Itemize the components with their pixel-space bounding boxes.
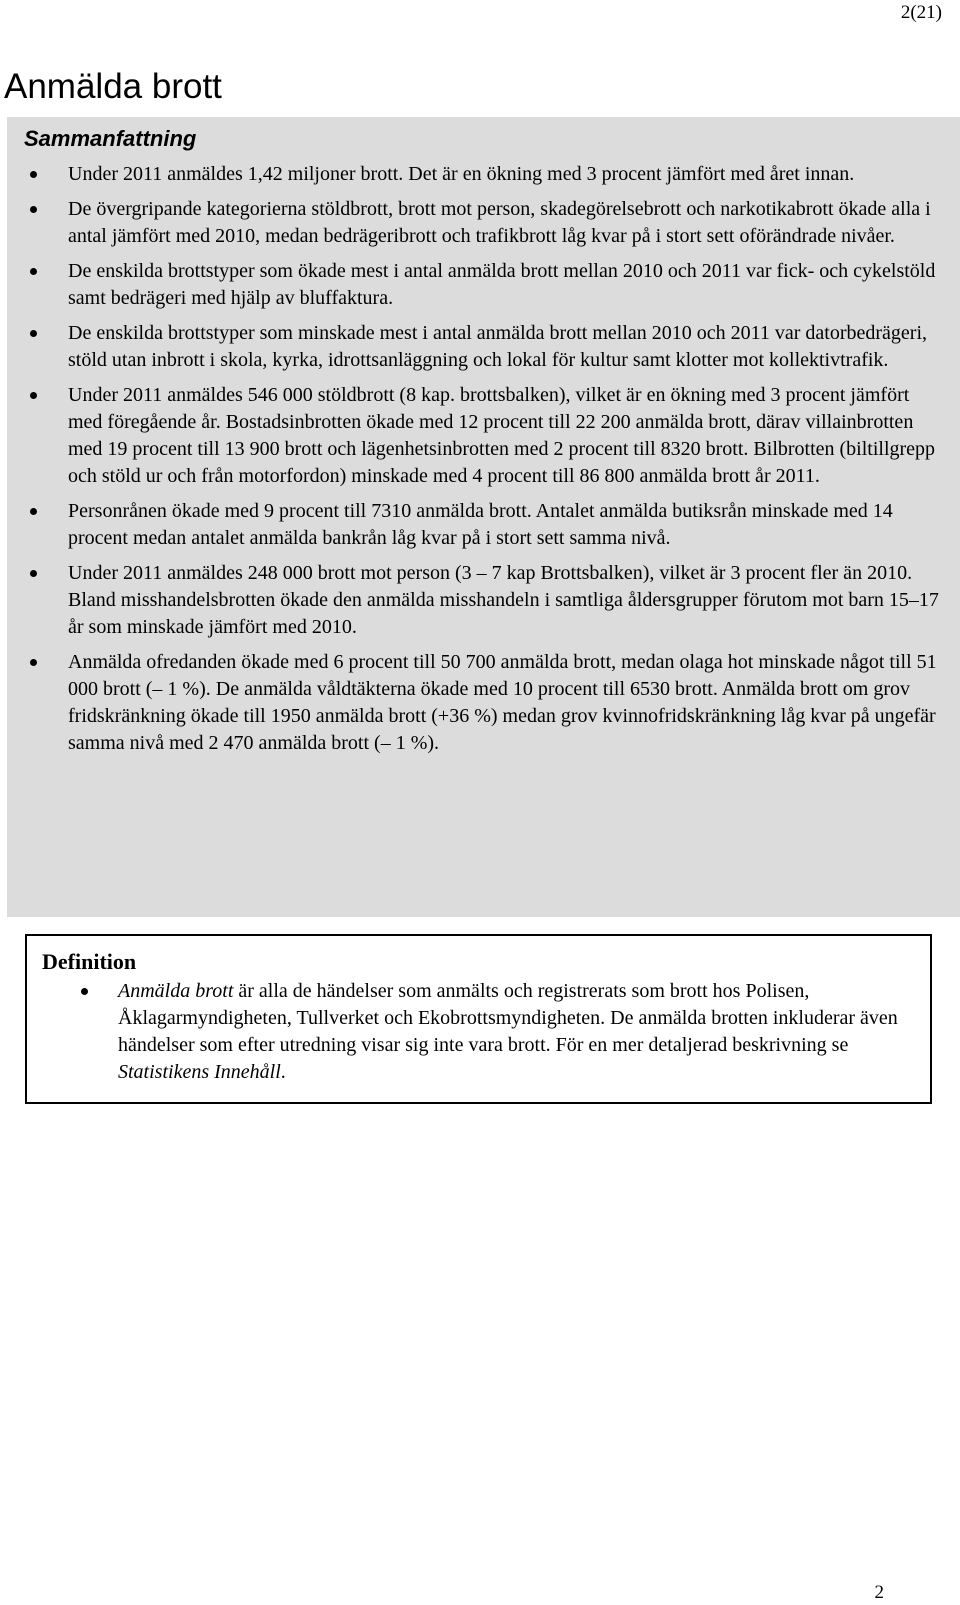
bullet-icon (81, 988, 88, 995)
definition-reference: Statistikens Innehåll (118, 1061, 281, 1083)
definition-text: är alla de händelser som anmälts och registrerats som brott hos Polisen, Åklagarmyndigheten, Tullverket och Ekobrottsmyndigheten. De anmälda brotten inkluderar även händelser som efter utredning visar sig inte vara brott. För en mer detaljerad beskrivning se (118, 980, 898, 1056)
definition-term: Anmälda brott (118, 980, 234, 1002)
definition-item (27, 978, 907, 1086)
page-title: Anmälda brott (4, 67, 222, 106)
bullet-icon (30, 206, 37, 213)
definition-text-end: . (280, 1061, 286, 1083)
bullet-icon (30, 392, 37, 399)
bullet-icon (30, 508, 37, 515)
summary-item-text: De övergripande kategorierna stöldbrott, brott mot person, skadegörelsebrott och narkotikabrott ökade alla i antal jämfört med 2010, medan bedrägeribrott och trafikbrott låg kvar på i stort sett oförändrade nivåer. (68, 198, 931, 247)
summary-item (7, 649, 947, 757)
definition-list (27, 978, 907, 1086)
bullet-icon (30, 171, 37, 178)
summary-item (7, 258, 947, 312)
summary-item-text: Under 2011 anmäldes 1,42 miljoner brott. Det är en ökning med 3 procent jämfört med året innan. (68, 163, 855, 185)
summary-item-text: De enskilda brottstyper som minskade mest i antal anmälda brott mellan 2010 och 2011 var datorbedrägeri, stöld utan inbrott i skola, kyrka, idrottsanläggning och lokal för kultur samt klotter mot kollektivtrafik. (68, 322, 928, 371)
bullet-icon (30, 268, 37, 275)
bullet-icon (30, 330, 37, 337)
summary-item-text: De enskilda brottstyper som ökade mest i antal anmälda brott mellan 2010 och 2011 var fick- och cykelstöld samt bedrägeri med hjälp av bluffaktura. (68, 260, 936, 309)
summary-item (7, 560, 947, 641)
summary-item-text: Personrånen ökade med 9 procent till 7310 anmälda brott. Antalet anmälda butiksrån minskade med 14 procent medan antalet anmälda bankrån låg kvar på i stort sett samma nivå. (68, 500, 893, 549)
summary-item-text: Anmälda ofredanden ökade med 6 procent till 50 700 anmälda brott, medan olaga hot minskade något till 51 000 brott (– 1 %). De anmälda våldtäkterna ökade med 10 procent till 6530 brott. Anmälda brott om grov fridskränkning ökade till 1950 anmälda brott (+36 %) medan grov kvinnofridskränkning låg kvar på ungefär samma nivå med 2 470 anmälda brott (– 1 %). (68, 651, 937, 754)
summary-heading: Sammanfattning (24, 126, 197, 151)
summary-box (7, 117, 960, 917)
summary-list (7, 161, 947, 765)
summary-item (7, 196, 947, 250)
summary-item (7, 382, 947, 490)
bullet-icon (30, 570, 37, 577)
definition-heading: Definition (42, 949, 137, 974)
summary-item-text: Under 2011 anmäldes 546 000 stöldbrott (8 kap. brottsbalken), vilket är en ökning med 3 procent jämfört med föregående år. Bostadsinbrotten ökade med 12 procent till 22 200 anmälda brott, därav villainbrotten med 19 procent till 13 900 brott och lägenhetsinbrotten med 2 procent till 8320 brott. Bilbrotten (biltillgrepp och stöld ur och från motorfordon) minskade med 4 procent till 86 800 anmälda brott år 2011. (68, 384, 936, 487)
bullet-icon (30, 659, 37, 666)
definition-box (25, 934, 932, 1104)
summary-item-text: Under 2011 anmäldes 248 000 brott mot person (3 – 7 kap Brottsbalken), vilket är 3 procent fler än 2010. Bland misshandelsbrotten ökade den anmälda misshandeln i samtliga åldersgrupper förutom mot barn 15–17 år som minskade jämfört med 2010. (68, 562, 939, 638)
summary-item (7, 498, 947, 552)
summary-item (7, 320, 947, 374)
page-indicator: 2(21) (900, 2, 942, 23)
summary-item (7, 161, 947, 188)
page-number: 2 (874, 1582, 884, 1603)
